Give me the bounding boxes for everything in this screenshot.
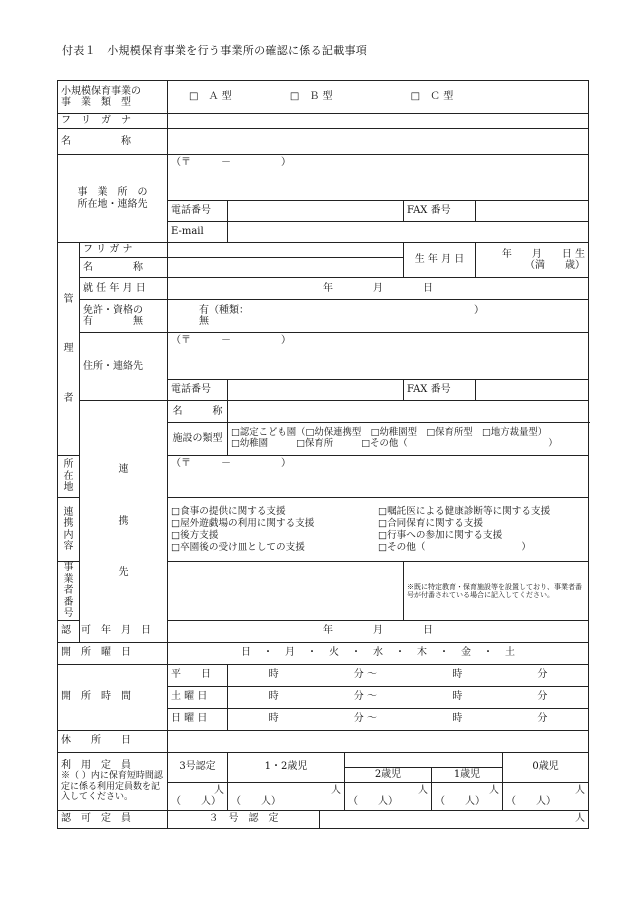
content-joint-care-checkbox[interactable]: □合同保育に関する支援: [378, 517, 484, 529]
licensed-capacity-type: ３ 号 認 定: [168, 810, 320, 828]
hours-weekday-field[interactable]: 時 分 ～ 時 分: [228, 664, 589, 686]
capacity-3go-header: 3号認定: [168, 752, 228, 782]
office-fax-label: FAX 番号: [404, 201, 476, 222]
partner-content-options[interactable]: [168, 498, 589, 562]
capacity-2-header: 2歳児: [345, 767, 432, 782]
office-furigana-field[interactable]: [168, 114, 589, 129]
office-tel-field[interactable]: [228, 201, 404, 222]
licensed-capacity-field[interactable]: 人: [320, 810, 589, 828]
partner-location-label: 所 在 地: [58, 456, 80, 498]
manager-name-label: 名 称: [80, 258, 168, 278]
type-b-checkbox[interactable]: □ Ｂ 型: [289, 91, 333, 103]
manager-address-label: 住所・連絡先: [80, 333, 168, 401]
partner-location-field[interactable]: [168, 456, 589, 498]
office-fax-field[interactable]: [476, 201, 589, 222]
content-meal-checkbox[interactable]: □食事の提供に関する支援: [171, 505, 286, 517]
capacity-1-field[interactable]: 人 （ 人）: [432, 782, 503, 810]
manager-license-field[interactable]: 有（種類： ） 無: [168, 300, 589, 333]
capacity-3go-field[interactable]: 人 （ 人）: [168, 782, 228, 810]
office-tel-label: 電話番号: [168, 201, 228, 222]
business-type-row: [58, 81, 589, 114]
day-wed[interactable]: 水: [373, 647, 384, 659]
manager-birth-label: 生 年 月 日: [404, 243, 476, 278]
business-type-options: [168, 81, 589, 114]
manager-name-field[interactable]: [168, 258, 404, 278]
registration-form-table: [57, 80, 589, 829]
hours-sunday-field[interactable]: 時 分 ～ 時 分: [228, 708, 589, 730]
type-c-checkbox[interactable]: □ Ｃ 型: [410, 91, 454, 103]
content-graduation-checkbox[interactable]: □卒園後の受け皿としての支援: [171, 542, 305, 554]
content-playground-checkbox[interactable]: □屋外遊戯場の利用に関する支援: [171, 517, 315, 529]
partner-facility-options[interactable]: □認定こども園（□幼保連携型 □幼稚園型 □保育所型 □地方裁量型） □幼稚園 □保育所 □その他（ ）: [228, 423, 589, 456]
hours-saturday-label: 土 曜 日: [168, 686, 228, 708]
day-mon[interactable]: 月: [285, 647, 296, 659]
manager-birth-field[interactable]: 年 月 日 生 （満 歳）: [476, 243, 589, 278]
manager-fax-label: FAX 番号: [404, 380, 476, 401]
manager-postal-text: （〒 － ）: [171, 335, 291, 346]
closed-days-field[interactable]: [168, 730, 589, 752]
content-backup-checkbox[interactable]: □後方支援: [171, 530, 219, 541]
content-doctor-checkbox[interactable]: □嘱託医による健康診断等に関する支援: [378, 505, 551, 517]
partner-content-grid: [171, 506, 585, 553]
content-other-checkbox[interactable]: □その他（ ）: [378, 542, 531, 554]
open-days-label: 開 所 曜 日: [58, 642, 168, 664]
partner-content-label: 連 携 内 容: [58, 498, 80, 562]
capacity-1-header: 1歳児: [432, 767, 503, 782]
manager-address-field[interactable]: [168, 333, 589, 380]
hours-sunday-label: 日 曜 日: [168, 708, 228, 730]
day-sat[interactable]: 土: [505, 647, 516, 659]
office-name-field[interactable]: [168, 129, 589, 155]
office-address-label: 事 業 所 の 所在地・連絡先: [58, 155, 168, 243]
office-furigana-label: フ リ ガ ナ: [58, 114, 168, 129]
manager-start-field[interactable]: 年 月 日: [168, 278, 589, 300]
manager-tel-label: 電話番号: [168, 380, 228, 401]
manager-furigana-label: フ リ ガ ナ: [80, 243, 168, 258]
hours-weekday-label: 平 日: [168, 664, 228, 686]
business-type-label: 小規模保育事業の 事 業 類 型: [58, 81, 168, 114]
form-title: 付表１ 小規模保育事業を行う事業所の確認に係る記載事項: [62, 44, 368, 57]
manager-furigana-field[interactable]: [168, 243, 404, 258]
capacity-12-header: 1・2歳児: [228, 752, 345, 782]
day-tue[interactable]: 火: [329, 647, 340, 659]
office-email-label: E-mail: [168, 222, 228, 243]
partner-name-field[interactable]: [228, 401, 589, 423]
closed-days-label: 休 所 日: [58, 730, 168, 752]
partner-postal-text: （〒 － ）: [171, 458, 291, 469]
day-sun[interactable]: 日: [241, 647, 252, 659]
office-postal-text: （〒 － ）: [171, 157, 291, 168]
partner-name-label: 名 称: [168, 401, 228, 423]
capacity-2-field[interactable]: 人 （ 人）: [345, 782, 432, 810]
partner-number-label: 事 業 者 番 号: [58, 562, 80, 621]
office-name-label: 名 称: [58, 129, 168, 155]
manager-fax-field[interactable]: [476, 380, 589, 401]
partner-number-note: ※既に特定教育・保育施設等を設置しており、事業者番号が付番されている場合に記入してください。: [404, 562, 589, 621]
partner-number-field[interactable]: [168, 562, 404, 621]
hours-saturday-field[interactable]: 時 分 ～ 時 分: [228, 686, 589, 708]
manager-start-label: 就 任 年 月 日: [80, 278, 168, 300]
approval-date-field[interactable]: 年 月 日: [168, 620, 589, 642]
open-days-field[interactable]: [168, 642, 589, 664]
partner-side-label: 連 携 先: [80, 401, 168, 643]
type-a-checkbox[interactable]: □ Ａ 型: [189, 91, 232, 103]
day-fri[interactable]: 金: [461, 647, 472, 659]
day-thu[interactable]: 木: [417, 647, 428, 659]
approval-date-label: 認 可 年 月 日: [58, 620, 168, 642]
capacity-0-header: 0歳児: [503, 752, 589, 782]
capacity-label: 利 用 定 員 ※（ ）内に保育短時間認定に係る利用定員数を記入してください。: [58, 752, 168, 810]
capacity-12-field[interactable]: 人 （ 人）: [228, 782, 345, 810]
manager-license-label: 免許・資格の 有 無: [80, 300, 168, 333]
capacity-spacer: [345, 752, 503, 767]
office-address-field[interactable]: [168, 155, 589, 201]
open-hours-label: 開 所 時 間: [58, 664, 168, 730]
manager-tel-field[interactable]: [228, 380, 404, 401]
partner-facility-label: 施設の類型: [168, 423, 228, 456]
licensed-capacity-label: 認 可 定 員: [58, 810, 168, 828]
capacity-0-field[interactable]: 人 （ 人）: [503, 782, 589, 810]
content-events-checkbox[interactable]: □行事への参加に関する支援: [378, 530, 503, 541]
office-email-field[interactable]: [228, 222, 589, 243]
open-days-list: 日 ・ 月 ・ 火 ・ 水 ・ 木 ・ 金 ・ 土: [241, 647, 516, 659]
manager-side-label: 管 理 者: [58, 243, 80, 456]
